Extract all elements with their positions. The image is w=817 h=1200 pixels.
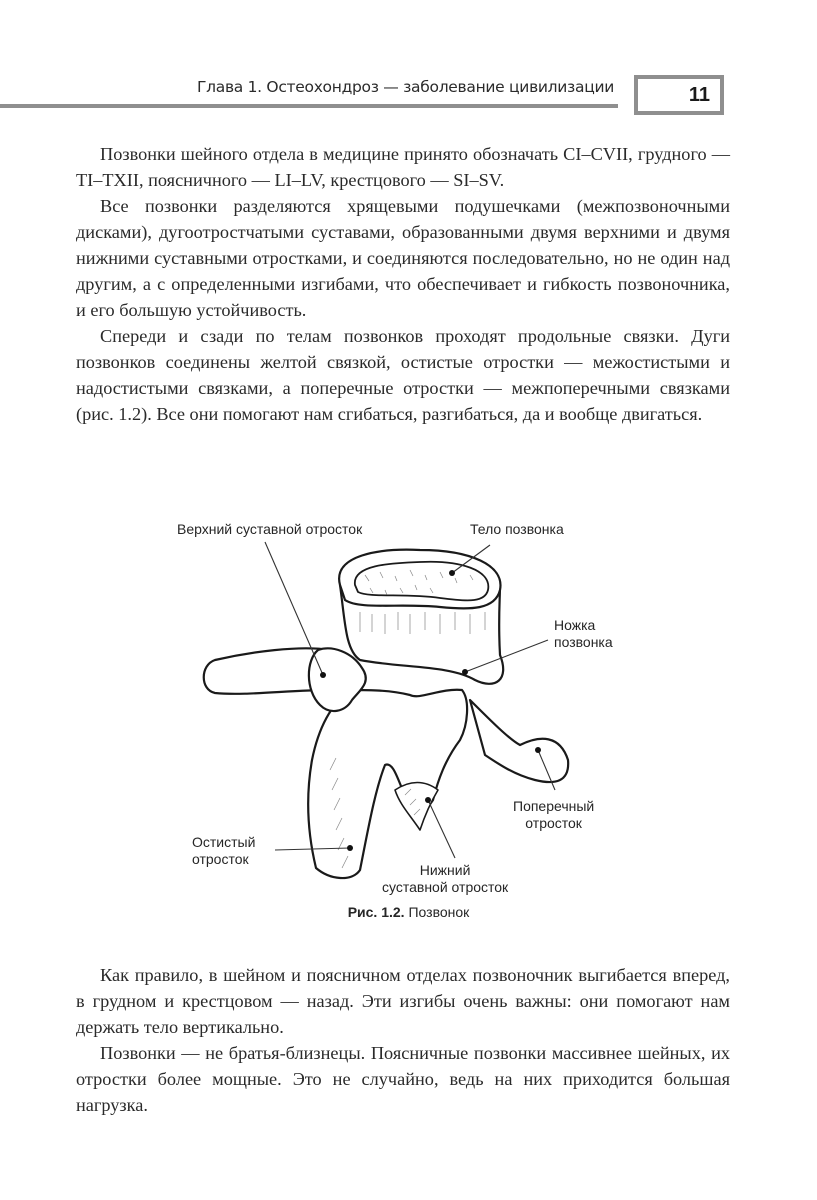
paragraph: Все позвонки разделяются хрящевыми подушечками (межпозвоночными дисками), дугоотростчатыми суставами, образованными двумя верхними и двумя нижними суставными отростками, и соединяются последовательно, но не один над другим, а с определенными изгибами, что обеспечивает и гибкость позвоночника, и его большую устойчивость. bbox=[76, 196, 730, 320]
label-transverse-process: Поперечный отросток bbox=[513, 798, 595, 831]
caption-number: Рис. 1.2. bbox=[347, 904, 405, 920]
body-text-bottom bbox=[76, 962, 730, 1118]
label-spinous-process: Остистый отросток bbox=[192, 834, 256, 867]
running-title: Глава 1. Остеохондроз — заболевание цивилизации bbox=[196, 78, 614, 96]
caption-text: Позвонок bbox=[408, 904, 470, 920]
label-superior-articular-process: Верхний суставной отросток bbox=[177, 521, 363, 537]
label-pedicle: Ножка позвонка bbox=[554, 617, 613, 650]
figure-caption bbox=[0, 904, 817, 920]
paragraph: Как правило, в шейном и поясничном отделах позвоночник выгибается вперед, в грудном и крестцовом — назад. Эти изгибы очень важны: они помогают нам держать тело вертикально. bbox=[76, 965, 730, 1037]
paragraph: Позвонки — не братья-близнецы. Поясничные позвонки массивнее шейных, их отростки более мощные. Это не случайно, ведь на них приходится большая нагрузка. bbox=[76, 1043, 730, 1115]
body-text-top bbox=[76, 141, 730, 427]
paragraph: Спереди и сзади по телам позвонков проходят продольные связки. Дуги позвонков соединены желтой связкой, остистые отростки — межостистыми и надостистыми связками, а поперечные отростки — межпоперечными связками (рис. 1.2). Все они помогают нам сгибаться, разгибаться, да и вообще двигаться. bbox=[76, 326, 730, 424]
running-header bbox=[0, 74, 620, 110]
page-number: 11 bbox=[688, 84, 710, 106]
figure-vertebra bbox=[0, 510, 817, 940]
header-rule bbox=[0, 104, 618, 108]
paragraph: Позвонки шейного отдела в медицине принято обозначать CI–CVII, грудного — TI–TXII, поясничного — LI–LV, крестцового — SI–SV. bbox=[76, 144, 730, 190]
page-number-box bbox=[634, 75, 724, 115]
label-inferior-articular-process: Нижний суставной отросток bbox=[382, 862, 509, 895]
label-vertebral-body: Тело позвонка bbox=[470, 521, 564, 537]
